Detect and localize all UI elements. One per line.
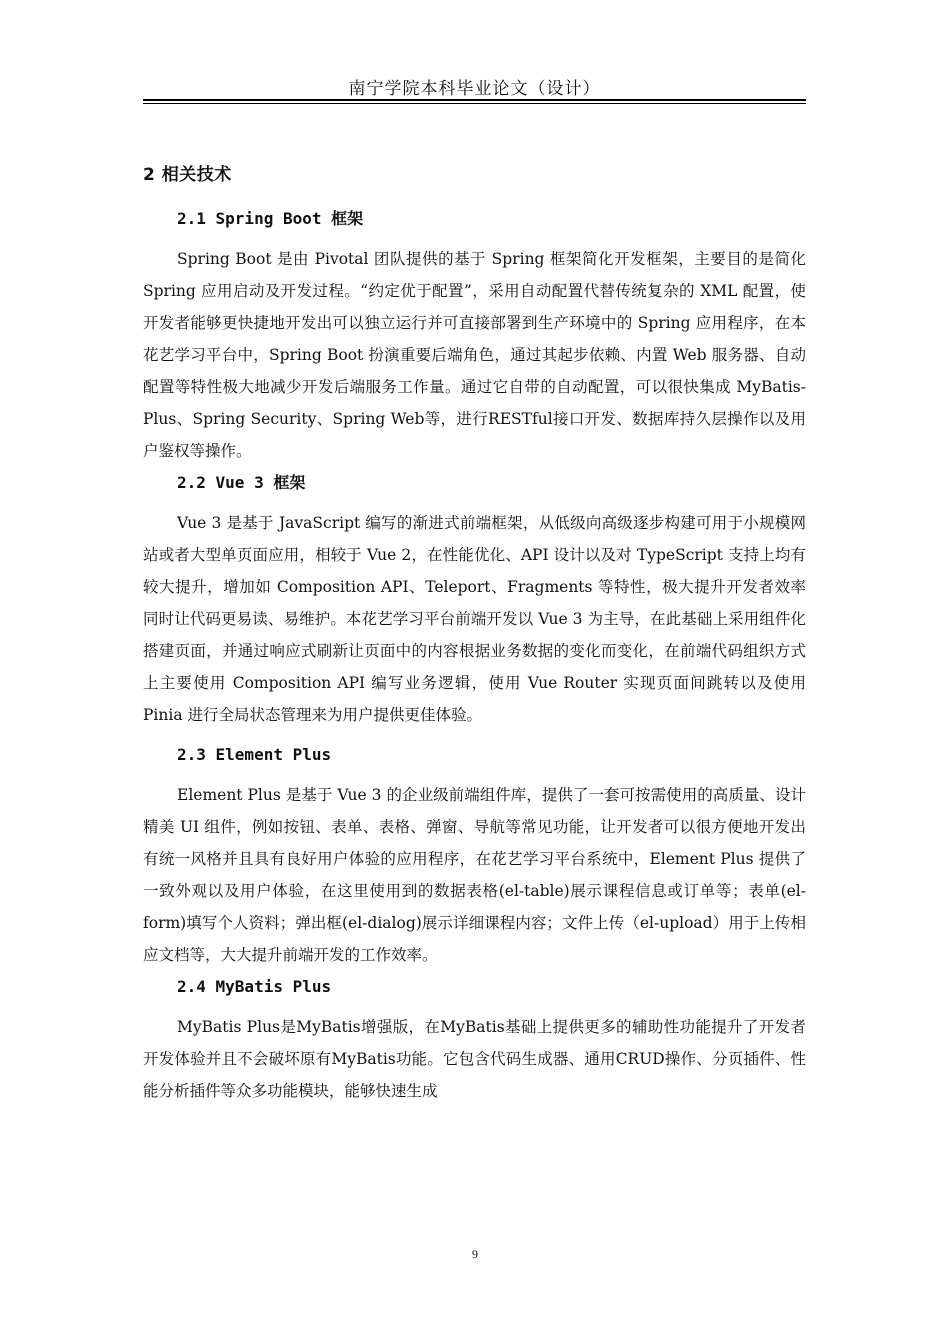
section-paragraph: Vue 3 是基于 JavaScript 编写的渐进式前端框架，从低级向高级逐步构建可用于小规模网站或者大型单页面应用，相较于 Vue 2，在性能优化、API 设计以及对 TypeScript 支持上均有较大提升，增加如 Composition API、Teleport、Fragments 等特性，极大提升开发者效率同时让代码更易读、易维护。本花艺学习平台前端开发以 Vue 3 为主导，在此基础上采用组件化搭建页面，并通过响应式刷新让页面中的内容根据业务数据的变化而变化，在前端代码组织方式上主要使用 Composition API 编写业务逻辑，使用 Vue Router 实现页面间跳转以及使用 Pinia 进行全局状态管理来为用户提供更佳体验。 <box>143 514 806 724</box>
section-paragraph: Spring Boot 是由 Pivotal 团队提供的基于 Spring 框架简化开发框架，主要目的是简化 Spring 应用启动及开发过程。“约定优于配置”，采用自动配置代替传统复杂的 XML 配置，使开发者能够更快捷地开发出可以独立运行并可直接部署到生产环境中的 Spring 应用程序，在本花艺学习平台中，Spring Boot 扮演重要后端角色，通过其起步依赖、内置 Web 服务器、自动配置等特性极大地减少开发后端服务工作量。通过它自带的自动配置，可以很快集成 MyBatis-Plus、Spring Security、Spring Web等，进行RESTful接口开发、数据库持久层操作以及用户鉴权等操作。 <box>143 250 806 460</box>
section-heading: 2.1 Spring Boot 框架 <box>177 209 364 228</box>
section-paragraph: Element Plus 是基于 Vue 3 的企业级前端组件库，提供了一套可按需使用的高质量、设计精美 UI 组件，例如按钮、表单、表格、弹窗、导航等常见功能，让开发者可以很方便地开发出有统一风格并且具有良好用户体验的应用程序，在花艺学习平台系统中，Element Plus 提供了一致外观以及用户体验，在这里使用到的数据表格(el-table)展示课程信息或订单等；表单(el-form)填写个人资料；弹出框(el-dialog)展示详细课程内容；文件上传（el-upload）用于上传相应文档等，大大提升前端开发的工作效率。 <box>143 786 806 964</box>
section-2-4 <box>143 971 806 1107</box>
body-content <box>143 160 806 1107</box>
section-paragraph: MyBatis Plus是MyBatis增强版，在MyBatis基础上提供更多的辅助性功能提升了开发者开发体验并且不会破坏原有MyBatis功能。它包含代码生成器、通用CRUD操作、分页插件、性能分析插件等众多功能模块，能够快速生成 <box>143 1018 806 1100</box>
section-2-2 <box>143 467 806 731</box>
header-rule <box>143 99 806 101</box>
running-header: 南宁学院本科毕业论文（设计） <box>348 79 601 99</box>
header-rule-thin <box>143 103 806 104</box>
section-2-3 <box>143 739 806 971</box>
chapter-heading: 2 相关技术 <box>143 165 232 185</box>
section-heading: 2.4 MyBatis Plus <box>177 977 332 996</box>
page-number: 9 <box>472 1247 478 1261</box>
section-heading: 2.2 Vue 3 框架 <box>177 473 306 492</box>
section-2-1 <box>143 203 806 467</box>
section-heading: 2.3 Element Plus <box>177 745 332 764</box>
